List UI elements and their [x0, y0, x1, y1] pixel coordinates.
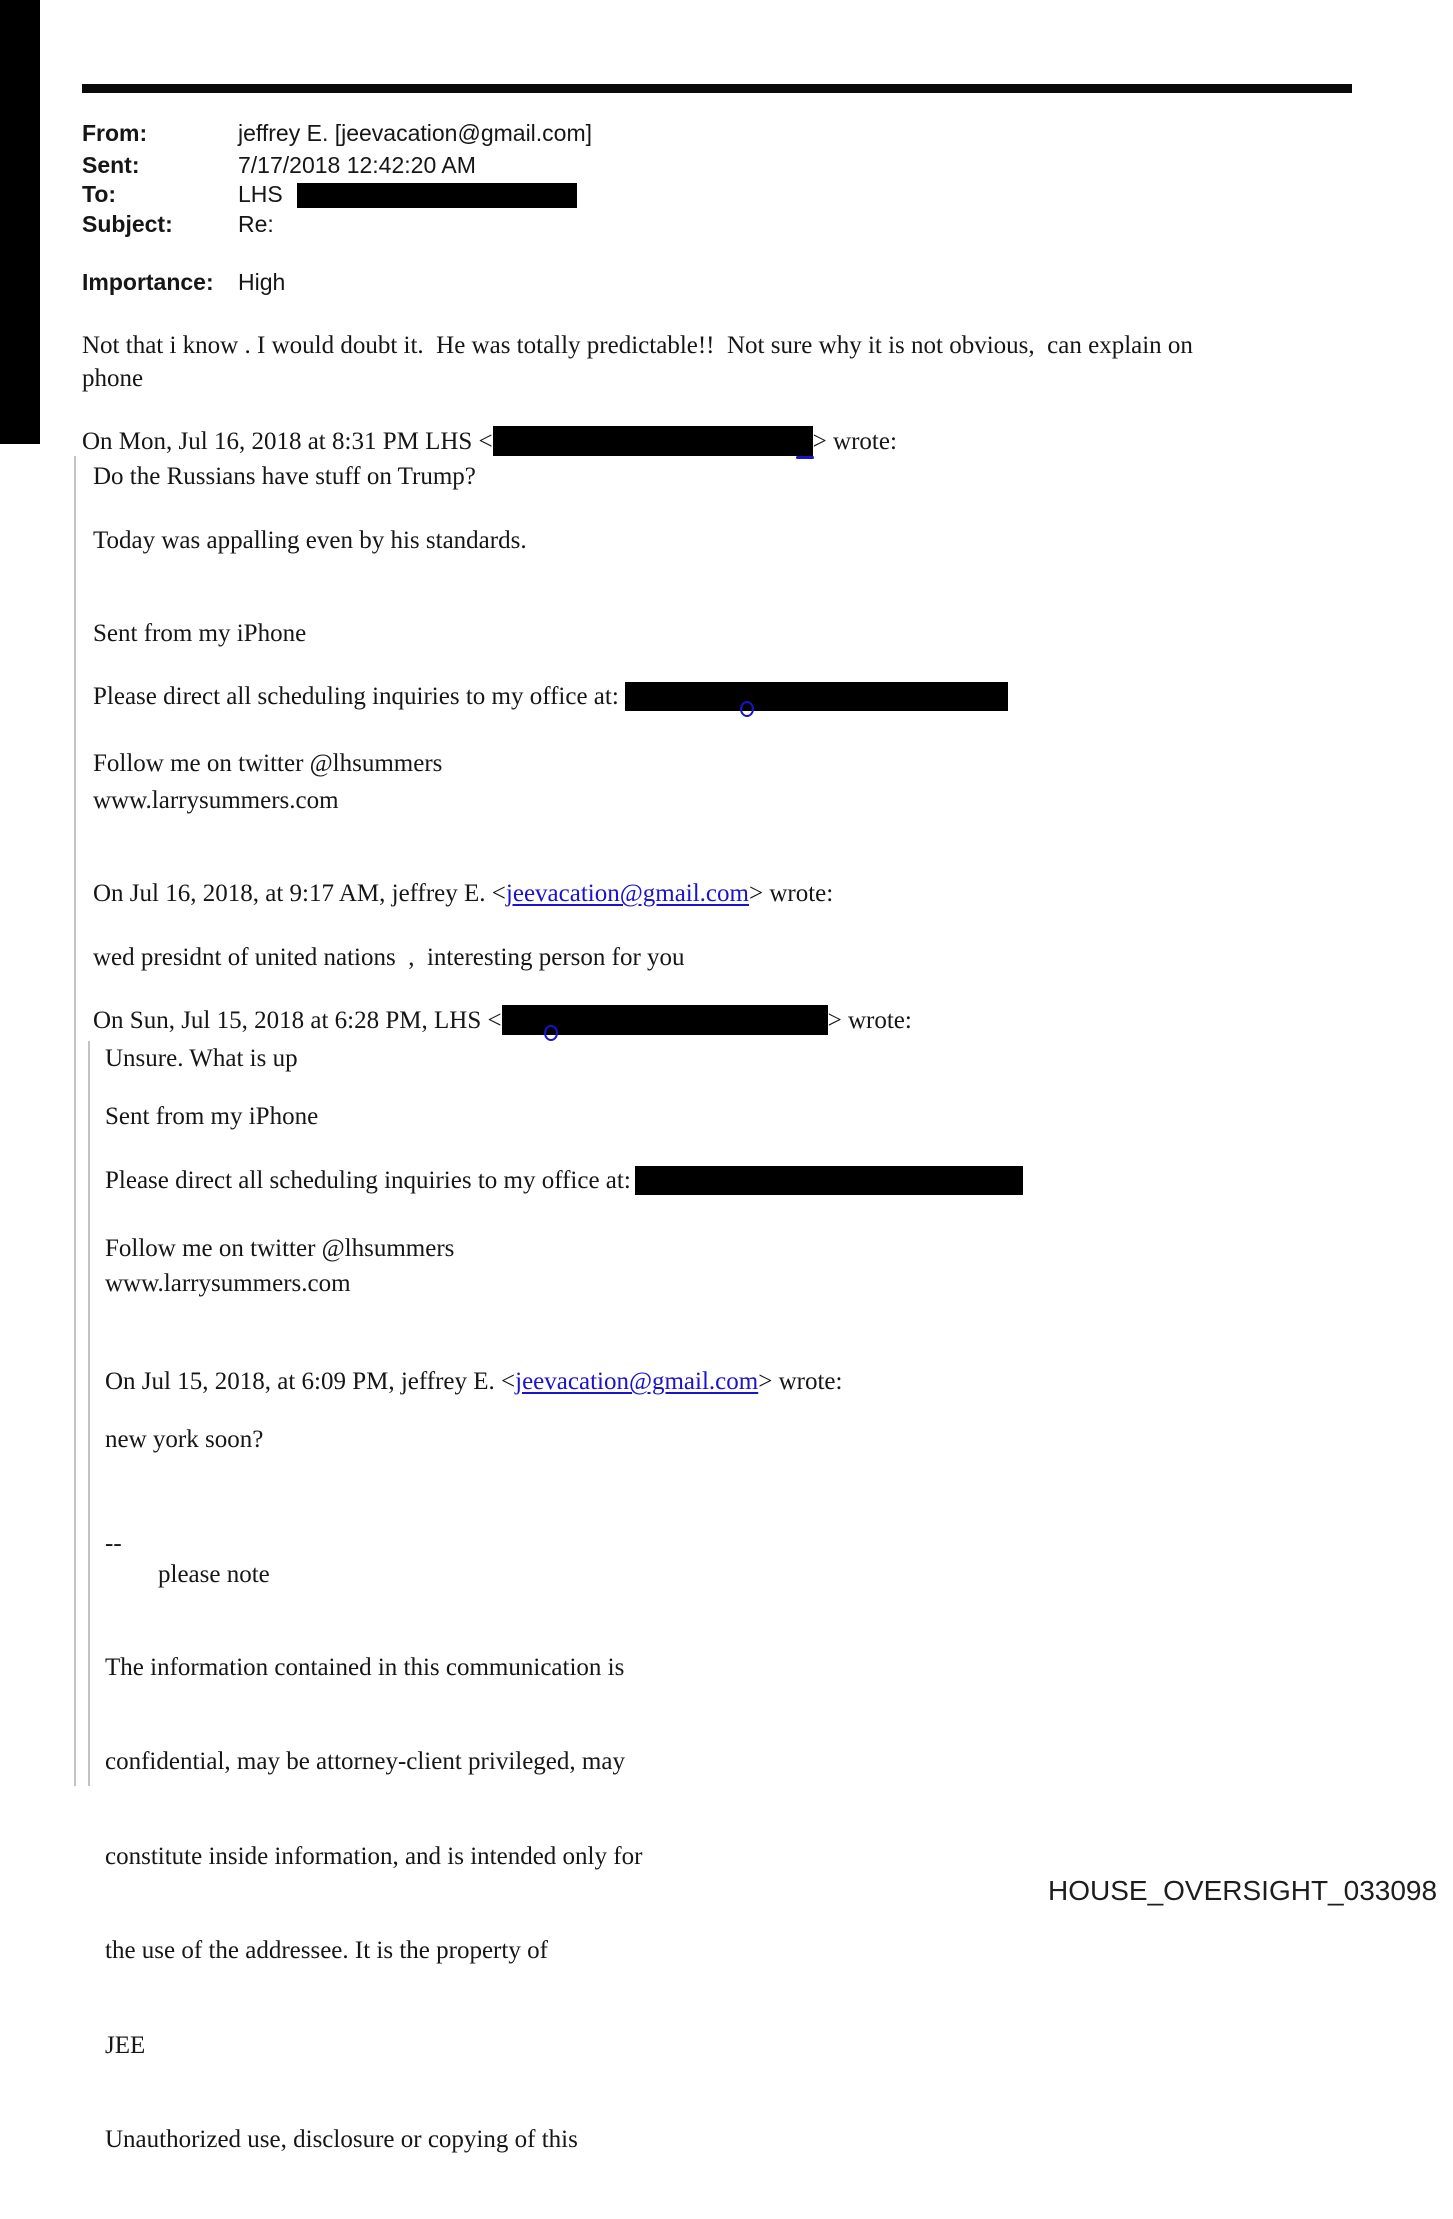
disclaimer-line: JEE	[105, 2031, 146, 2059]
quote1-attribution-prefix: On Mon, Jul 16, 2018 at 8:31 PM LHS <	[82, 428, 493, 455]
quote1-question: Do the Russians have stuff on Trump?	[93, 463, 476, 490]
quote1-sent-from-iphone: Sent from my iPhone	[93, 620, 307, 647]
disclaimer-line: constitute inside information, and is intended only for	[105, 1842, 643, 1870]
quote3-scheduling-text: Please direct all scheduling inquiries to my office at:	[105, 1167, 631, 1194]
disclaimer-line: Unauthorized use, disclosure or copying of this	[105, 2126, 578, 2153]
bates-number: HOUSE_OVERSIGHT_033098	[1048, 1875, 1438, 1906]
link-descender-peek	[544, 1025, 558, 1041]
quote4-attribution	[105, 1366, 842, 1397]
link-descender-peek	[740, 701, 754, 717]
quote1-scheduling-redaction-bar	[625, 682, 1008, 711]
header-divider-rule	[82, 84, 1352, 93]
quote3-scheduling-redaction-bar	[635, 1166, 1023, 1195]
quote3-attribution	[93, 1005, 912, 1036]
quote1-twitter-line: Follow me on twitter @lhsummers	[93, 750, 443, 777]
to-value	[238, 181, 577, 209]
quote2-attribution	[93, 878, 833, 909]
reply-body-line2: phone	[82, 365, 144, 392]
disclaimer-block	[105, 1589, 642, 2219]
quote3-reply: Unsure. What is up	[105, 1045, 298, 1072]
quote1-redaction-bar	[493, 426, 813, 456]
to-value-text: LHS	[238, 181, 290, 207]
sent-value: 7/17/2018 12:42:20 AM	[238, 152, 476, 178]
quote-level2-line	[88, 1041, 90, 1786]
subject-label: Subject:	[82, 211, 173, 237]
quote3-sent-from-iphone: Sent from my iPhone	[105, 1103, 319, 1130]
sent-label: Sent:	[82, 152, 140, 178]
quote3-attribution-suffix: > wrote:	[827, 1007, 912, 1034]
quote1-scheduling-text: Please direct all scheduling inquiries to my office at:	[93, 683, 626, 710]
jeevacation-email-link[interactable]: jeevacation@gmail.com	[505, 880, 749, 907]
signature-dashes: --	[105, 1530, 122, 1557]
quote3-website-line: www.larrysummers.com	[105, 1270, 351, 1297]
link-underline-peek	[796, 456, 814, 459]
disclaimer-line: the use of the addressee. It is the property of	[105, 1937, 548, 1964]
disclaimer-note: please note	[158, 1561, 270, 1588]
quote-level1-line	[74, 456, 76, 1786]
quote2-attribution-suffix: > wrote:	[748, 880, 834, 907]
jeevacation-email-link[interactable]: jeevacation@gmail.com	[515, 1368, 759, 1395]
quote2-attribution-prefix: On Jul 16, 2018, at 9:17 AM, jeffrey E. <	[93, 880, 506, 907]
disclaimer-line: confidential, may be attorney-client privileged, may	[105, 1748, 625, 1775]
from-value: jeffrey E. [jeevacation@gmail.com]	[238, 120, 593, 146]
left-redaction-strip	[0, 0, 40, 444]
from-label: From:	[82, 120, 148, 146]
quote3-redaction-bar	[502, 1005, 828, 1035]
quote1-comment: Today was appalling even by his standards.	[93, 527, 527, 554]
quote4-attribution-prefix: On Jul 15, 2018, at 6:09 PM, jeffrey E. <	[105, 1368, 516, 1395]
quote1-attribution	[82, 426, 897, 457]
to-redaction-bar	[297, 183, 577, 208]
quote2-body: wed presidnt of united nations , interesting person for you	[93, 944, 685, 971]
importance-value: High	[238, 269, 286, 295]
quote1-website-line: www.larrysummers.com	[93, 787, 339, 814]
quote4-attribution-suffix: > wrote:	[758, 1368, 843, 1395]
reply-body-line1: Not that i know . I would doubt it. He was totally predictable!! Not sure why it is not obvious, can explain on	[82, 332, 1193, 359]
quote3-attribution-prefix: On Sun, Jul 15, 2018 at 6:28 PM, LHS <	[93, 1007, 502, 1034]
quote3-scheduling-line	[105, 1165, 1023, 1196]
quote4-body: new york soon?	[105, 1426, 264, 1453]
disclaimer-line: The information contained in this communication is	[105, 1653, 625, 1681]
quote1-attribution-suffix: > wrote:	[812, 428, 897, 455]
quote3-twitter-line: Follow me on twitter @lhsummers	[105, 1235, 455, 1262]
quote1-scheduling-line	[93, 681, 1008, 712]
to-label: To:	[82, 181, 117, 207]
subject-value: Re:	[238, 211, 274, 237]
importance-label: Importance:	[82, 269, 214, 295]
